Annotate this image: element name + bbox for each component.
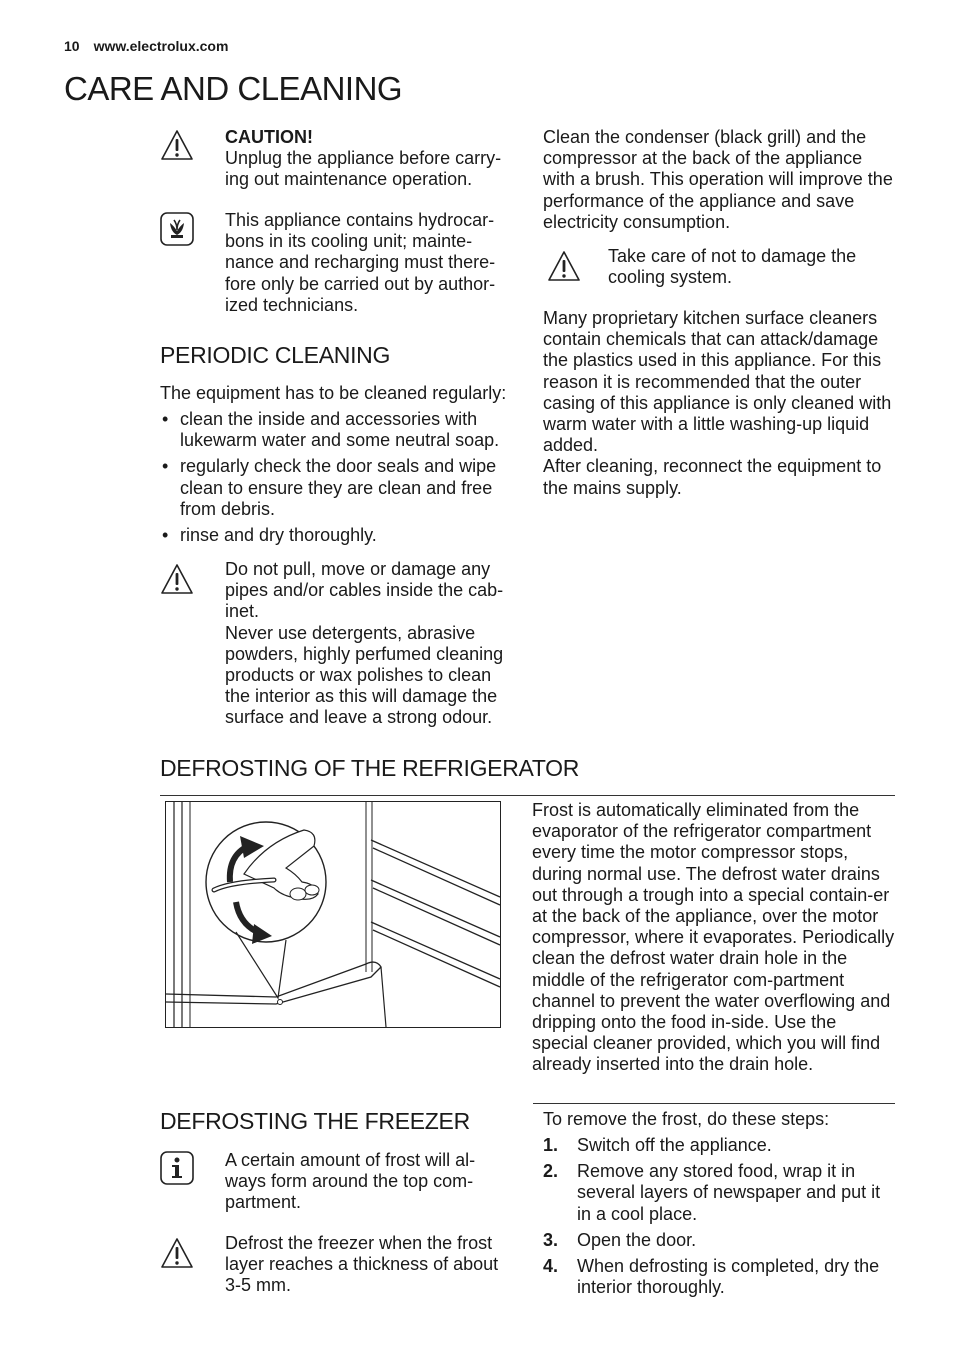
freezer-defrost-heading: DEFROSTING THE FREEZER	[160, 1108, 470, 1134]
step-text: Switch off the appliance.	[577, 1135, 772, 1155]
page-number: 10	[64, 38, 80, 54]
drain-hole-drawing	[166, 802, 500, 1027]
cleaners-text: Many proprietary kitchen surface cleaners contain chemicals that can attack/damage the plastics used in this appliance. For this reason it is recommended that the outer casing of this appliance is only cleaned with warm water with a little washing-up liquid added.	[543, 308, 892, 456]
section-divider	[533, 1103, 895, 1104]
list-item	[543, 1161, 893, 1225]
list-item: • rinse and dry thoroughly.	[160, 525, 510, 546]
freezer-warning: Defrost the freezer when the frost layer reaches a thickness of about 3-5 mm.	[225, 1233, 499, 1296]
warning-triangle-icon	[160, 562, 194, 596]
step-text: When defrosting is completed, dry the interior thoroughly.	[577, 1256, 880, 1298]
warning-triangle-icon	[160, 1236, 194, 1270]
caution-block	[225, 127, 515, 191]
cooling-warning: Take care of not to damage the cooling system.	[608, 246, 857, 288]
step-number: 4.	[543, 1256, 559, 1277]
list-item	[543, 1135, 893, 1156]
section-divider	[160, 795, 895, 796]
refrigerator-defrost-text: Frost is automatically eliminated from the evaporator of the refrigerator compartment every time the motor compressor stops, during normal use. The defrost water drains out through a trough into a special contain-er at the back of the appliance, over the motor compressor, where it evaporates. Periodically clean the defrost water drain hole in the middle of the refrigerator com-partment channel to prevent the water overflowing and dripping onto the food in-side. Use the special cleaner provided, which you will find already inserted into the drain hole.	[532, 800, 895, 1075]
page-title: CARE AND CLEANING	[64, 70, 403, 107]
freezer-steps-intro: To remove the frost, do these steps:	[543, 1109, 830, 1129]
periodic-intro: The equipment has to be cleaned regularly:	[160, 383, 507, 403]
drain-hole-illustration	[165, 801, 501, 1028]
periodic-warning	[225, 559, 515, 729]
list-item	[543, 1230, 893, 1251]
caution-label: CAUTION!	[225, 127, 313, 147]
step-text: Open the door.	[577, 1229, 697, 1250]
periodic-warning-2: Never use detergents, abrasive powders, highly perfumed cleaning products or wax polishes to clean the interior as this will damage the surface and leave a strong odour.	[225, 622, 504, 728]
periodic-bullet-list	[160, 409, 510, 551]
step-text: Remove any stored food, wrap it in several layers of newspaper and put it in a cool place.	[577, 1161, 881, 1224]
cleaners-block	[543, 308, 903, 499]
warning-triangle-icon	[160, 128, 194, 162]
info-icon	[160, 1151, 194, 1185]
warning-triangle-icon	[547, 249, 581, 283]
step-number: 2.	[543, 1161, 559, 1182]
website-url: www.electrolux.com	[93, 38, 229, 54]
caution-text: Unplug the appliance before carry-ing out maintenance operation.	[225, 148, 502, 190]
list-item: • clean the inside and accessories with lukewarm water and some neutral soap.	[160, 409, 510, 451]
reconnect-text: After cleaning, reconnect the equipment to the mains supply.	[543, 456, 882, 498]
refrigerator-defrost-heading: DEFROSTING OF THE REFRIGERATOR	[160, 755, 580, 781]
list-item	[543, 1256, 893, 1298]
environment-plant-icon	[160, 212, 194, 246]
freezer-info: A certain amount of frost will al-ways form around the top com-partment.	[225, 1150, 476, 1213]
hydrocarbon-note: This appliance contains hydrocar-bons in its cooling unit; mainte-nance and recharging must there-fore only be carried out by author-ized technicians.	[225, 210, 496, 315]
step-number: 3.	[543, 1229, 559, 1250]
condenser-text: Clean the condenser (black grill) and the compressor at the back of the appliance with a brush. This operation will improve the performance of the appliance and save electricity consumption.	[543, 127, 893, 232]
step-number: 1.	[543, 1135, 559, 1155]
list-item: • regularly check the door seals and wipe clean to ensure they are clean and free from debris.	[160, 456, 510, 520]
page-header	[64, 38, 228, 54]
periodic-warning-1: Do not pull, move or damage any pipes and/or cables inside the cab-inet.	[225, 559, 504, 622]
periodic-cleaning-heading: PERIODIC CLEANING	[160, 342, 391, 368]
freezer-steps-list	[543, 1135, 893, 1303]
